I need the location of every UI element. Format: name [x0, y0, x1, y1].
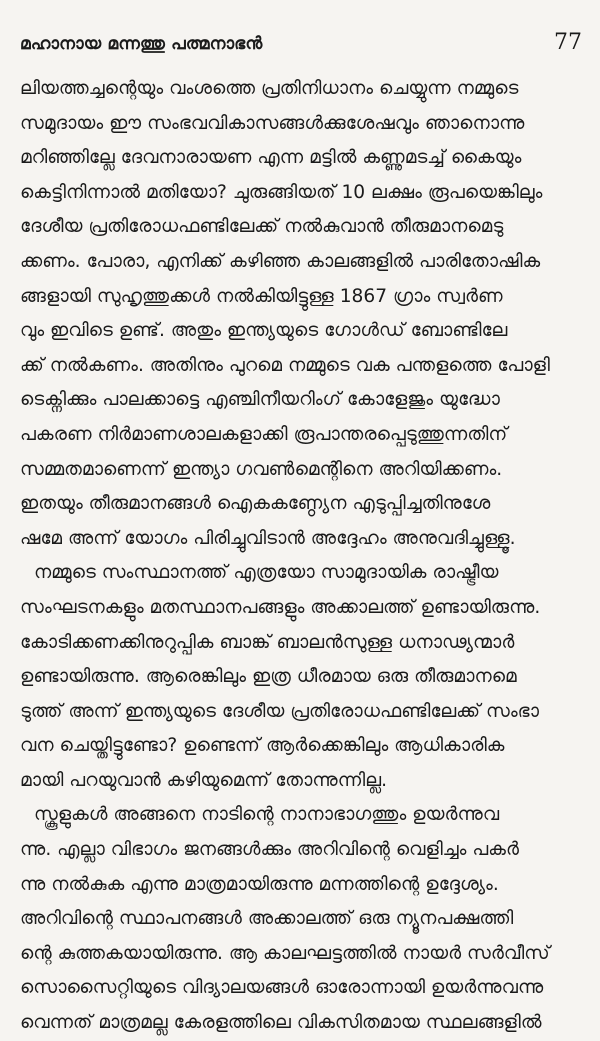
text-line: മറിഞ്ഞില്ലേ ദേവനാരായണ എന്ന മട്ടിൽ കണ്ണുമടച്ച് കൈയും	[20, 147, 522, 169]
text-line: പകരണ നിർമാണശാലകളാക്കി രൂപാന്തരപ്പെടുത്തുന്നതിന്	[20, 423, 508, 445]
running-title: മഹാനായ മന്നത്തു പത്മനാഭൻ	[20, 34, 263, 54]
text-line: ഉണ്ടായിരുന്നു. ആരെങ്കിലും ഇത്ര ധീരമായ ഒരു തീരുമാനമെ	[20, 666, 517, 688]
paragraph-first-line: സ്കൂളുകൾ അങ്ങനെ നാടിന്റെ നാനാഭാഗത്തും ഉയർന്നുവ	[34, 804, 500, 826]
text-line: വന ചെയ്തിട്ടുണ്ടോ? ഉണ്ടെന്ന് ആർക്കെങ്കിലും ആധികാരിക	[20, 735, 505, 757]
text-line: സംഘടനകളും മതസ്ഥാനപങ്ങളും അക്കാലത്ത് ഉണ്ടായിരുന്നു.	[20, 596, 541, 618]
text-line: അറിവിന്റെ സ്ഥാപനങ്ങൾ അക്കാലത്ത് ഒരു ന്യൂനപക്ഷത്തി	[20, 908, 514, 930]
text-line: സൊസൈറ്റിയുടെ വിദ്യാലയങ്ങൾ ഓരോന്നായി ഉയർന്നുവന്നു	[20, 977, 544, 999]
body-text	[20, 72, 580, 1041]
page-header	[0, 0, 600, 64]
text-line: ഇതയും തീരുമാനങ്ങൾ ഐകകണ്ഠ്യേന എടുപ്പിച്ചതിനുശേ	[20, 493, 491, 515]
text-line: കോടിക്കണക്കിനുറുപ്പിക ബാങ്ക് ബാലൻസുള്ള ധനാഢ്യന്മാർ	[20, 631, 515, 653]
text-line: വെന്നത് മാത്രമല്ല കേരളത്തിലെ വികസിതമായ സ്ഥലങ്ങളിൽ	[20, 1012, 542, 1034]
text-line: സമുദായം ഈ സംഭവവികാസങ്ങൾക്കുശേഷവും ഞാനൊന്നു	[20, 112, 525, 134]
text-line: ടെക്നിക്കും പാലക്കാട്ടെ എഞ്ചിനീയറിംഗ് കോളേജും യുദ്ധോ	[20, 389, 500, 411]
text-line: ന്നു നൽകുക എന്നു മാത്രമായിരുന്നു മന്നത്തിന്റെ ഉദ്ദേശ്യം.	[20, 873, 499, 895]
text-line: ങ്ങളായി സുഹൃത്തുക്കൾ നൽകിയിട്ടുള്ള 1867 ഗ്രാം സ്വർണ	[20, 285, 503, 307]
text-line: ക്ക് നൽകണം. അതിനും പുറമെ നമ്മുടെ വക പന്തളത്തെ പോളി	[20, 354, 550, 376]
text-line: ഷമേ അന്ന് യോഗം പിരിച്ചുവിടാൻ അദ്ദേഹം അനുവദിച്ചുള്ളൂ.	[20, 527, 516, 549]
text-line: മായി പറയുവാൻ കഴിയുമെന്ന് തോന്നുന്നില്ല.	[20, 769, 388, 791]
text-line: ക്കണം. പോരാ, എനിക്ക് കഴിഞ്ഞ കാലങ്ങളിൽ പാരിതോഷിക	[20, 250, 541, 272]
text-line: ടുത്ത് അന്ന് ഇന്ത്യയുടെ ദേശീയ പ്രതിരോധഫണ്ടിലേക്ക് സംഭാ	[20, 700, 540, 722]
text-line: ന്റെ കുത്തകയായിരുന്നു. ആ കാലഘട്ടത്തിൽ നായർ സർവീസ്	[20, 942, 550, 964]
text-line: വും ഇവിടെ ഉണ്ട്. അതും ഇന്ത്യയുടെ ഗോൾഡ് ബോണ്ടിലേ	[20, 320, 508, 342]
text-line: സമ്മതമാണെന്ന് ഇന്ത്യാ ഗവൺമെന്റിനെ അറിയിക്കണം.	[20, 458, 503, 480]
text-line: കെട്ടിനിന്നാൽ മതിയോ? ചുരുങ്ങിയത് 10 ലക്ഷം രൂപയെങ്കിലും	[20, 181, 543, 203]
paragraph-first-line: നമ്മുടെ സംസ്ഥാനത്ത് എത്രയോ സാമുദായിക രാഷ്ട്രീയ	[34, 562, 499, 584]
text-line: ലിയത്തച്ചന്റെയും വംശത്തെ പ്രതിനിധാനം ചെയ്യുന്ന നമ്മുടെ	[20, 78, 519, 99]
page-number: 77	[554, 30, 582, 55]
text-line: ന്നു. എല്ലാ വിഭാഗം ജനങ്ങൾക്കും അറിവിന്റെ വെളിച്ചം പകർ	[20, 839, 520, 861]
text-line: ദേശീയ പ്രതിരോധഫണ്ടിലേക്ക് നൽകുവാൻ തീരുമാനമെടു	[20, 216, 504, 238]
